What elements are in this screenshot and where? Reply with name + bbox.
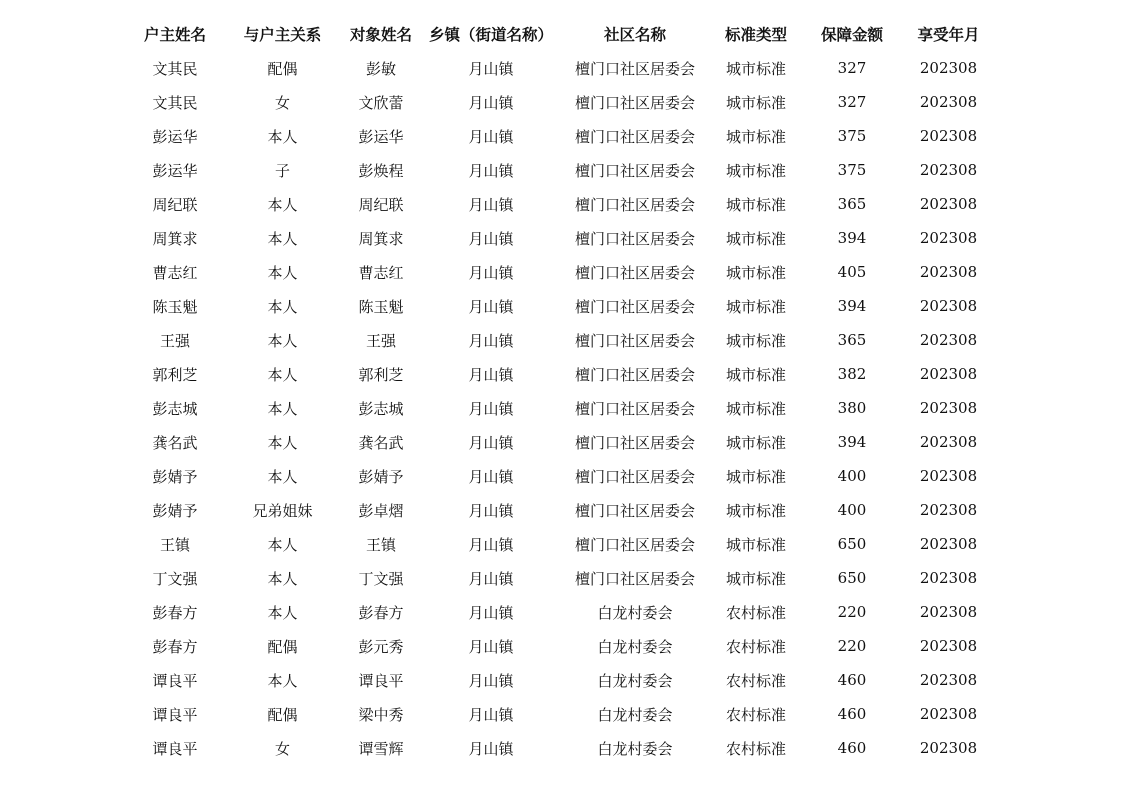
month-cell: 202308 <box>919 263 978 281</box>
header-community: 社区名称 <box>603 26 666 44</box>
amount-cell: 327 <box>837 59 867 77</box>
recipient-name-cell: 周纪联 <box>358 195 404 214</box>
relationship-cell: 本人 <box>267 433 298 452</box>
township-cell: 月山镇 <box>468 365 514 384</box>
standard-type-cell: 农村标准 <box>725 637 786 656</box>
community-cell: 檀门口社区居委会 <box>574 93 695 112</box>
standard-type-cell: 城市标准 <box>725 331 786 350</box>
table-row <box>130 221 1000 255</box>
header-recipient-name: 对象姓名 <box>349 26 412 44</box>
community-cell: 檀门口社区居委会 <box>574 535 695 554</box>
standard-type-cell: 城市标准 <box>725 229 786 248</box>
household-head-cell: 龚名武 <box>152 433 198 452</box>
household-head-cell: 王镇 <box>159 535 190 554</box>
standard-type-cell: 城市标准 <box>725 161 786 180</box>
subsidy-table <box>130 17 1000 765</box>
township-cell: 月山镇 <box>468 297 514 316</box>
amount-cell: 394 <box>837 297 867 315</box>
relationship-cell: 本人 <box>267 127 298 146</box>
community-cell: 檀门口社区居委会 <box>574 297 695 316</box>
relationship-cell: 本人 <box>267 569 298 588</box>
standard-type-cell: 城市标准 <box>725 569 786 588</box>
table-row <box>130 629 1000 663</box>
township-cell: 月山镇 <box>468 569 514 588</box>
township-cell: 月山镇 <box>468 705 514 724</box>
community-cell: 檀门口社区居委会 <box>574 433 695 452</box>
recipient-name-cell: 梁中秀 <box>358 705 404 724</box>
amount-cell: 400 <box>837 501 867 519</box>
relationship-cell: 本人 <box>267 535 298 554</box>
table-row <box>130 425 1000 459</box>
month-cell: 202308 <box>919 569 978 587</box>
month-cell: 202308 <box>919 195 978 213</box>
community-cell: 檀门口社区居委会 <box>574 161 695 180</box>
month-cell: 202308 <box>919 739 978 757</box>
recipient-name-cell: 文欣蕾 <box>358 93 404 112</box>
recipient-name-cell: 彭元秀 <box>358 637 404 656</box>
standard-type-cell: 城市标准 <box>725 93 786 112</box>
township-cell: 月山镇 <box>468 331 514 350</box>
recipient-name-cell: 曹志红 <box>358 263 404 282</box>
standard-type-cell: 农村标准 <box>725 671 786 690</box>
standard-type-cell: 城市标准 <box>725 263 786 282</box>
standard-type-cell: 农村标准 <box>725 705 786 724</box>
amount-cell: 400 <box>837 467 867 485</box>
month-cell: 202308 <box>919 501 978 519</box>
recipient-name-cell: 谭雪辉 <box>358 739 404 758</box>
header-relationship: 与户主关系 <box>243 26 322 44</box>
month-cell: 202308 <box>919 297 978 315</box>
table-row <box>130 595 1000 629</box>
table-row <box>130 527 1000 561</box>
standard-type-cell: 城市标准 <box>725 433 786 452</box>
community-cell: 檀门口社区居委会 <box>574 501 695 520</box>
month-cell: 202308 <box>919 637 978 655</box>
month-cell: 202308 <box>919 705 978 723</box>
amount-cell: 220 <box>837 637 867 655</box>
amount-cell: 650 <box>837 535 867 553</box>
relationship-cell: 本人 <box>267 263 298 282</box>
relationship-cell: 本人 <box>267 399 298 418</box>
relationship-cell: 配偶 <box>267 637 298 656</box>
recipient-name-cell: 谭良平 <box>358 671 404 690</box>
township-cell: 月山镇 <box>468 229 514 248</box>
table-row <box>130 153 1000 187</box>
amount-cell: 460 <box>837 671 867 689</box>
standard-type-cell: 城市标准 <box>725 59 786 78</box>
table-row <box>130 289 1000 323</box>
recipient-name-cell: 龚名武 <box>358 433 404 452</box>
month-cell: 202308 <box>919 603 978 621</box>
relationship-cell: 兄弟姐妹 <box>252 501 313 520</box>
community-cell: 檀门口社区居委会 <box>574 127 695 146</box>
household-head-cell: 彭春方 <box>152 637 198 656</box>
amount-cell: 327 <box>837 93 867 111</box>
township-cell: 月山镇 <box>468 93 514 112</box>
header-amount: 保障金额 <box>820 26 883 44</box>
month-cell: 202308 <box>919 535 978 553</box>
community-cell: 檀门口社区居委会 <box>574 331 695 350</box>
relationship-cell: 子 <box>274 161 290 180</box>
recipient-name-cell: 彭敏 <box>365 59 396 78</box>
amount-cell: 365 <box>837 195 867 213</box>
household-head-cell: 陈玉魁 <box>152 297 198 316</box>
amount-cell: 460 <box>837 739 867 757</box>
table-row <box>130 459 1000 493</box>
township-cell: 月山镇 <box>468 467 514 486</box>
month-cell: 202308 <box>919 93 978 111</box>
township-cell: 月山镇 <box>468 127 514 146</box>
table-row <box>130 357 1000 391</box>
relationship-cell: 女 <box>274 93 290 112</box>
table-body <box>130 51 1000 765</box>
table-row <box>130 119 1000 153</box>
relationship-cell: 本人 <box>267 671 298 690</box>
community-cell: 檀门口社区居委会 <box>574 365 695 384</box>
standard-type-cell: 城市标准 <box>725 399 786 418</box>
recipient-name-cell: 王强 <box>365 331 396 350</box>
table-header-row <box>130 17 1000 51</box>
community-cell: 檀门口社区居委会 <box>574 263 695 282</box>
amount-cell: 375 <box>837 127 867 145</box>
relationship-cell: 配偶 <box>267 59 298 78</box>
table-row <box>130 697 1000 731</box>
standard-type-cell: 农村标准 <box>725 739 786 758</box>
month-cell: 202308 <box>919 365 978 383</box>
recipient-name-cell: 彭运华 <box>358 127 404 146</box>
amount-cell: 375 <box>837 161 867 179</box>
standard-type-cell: 城市标准 <box>725 297 786 316</box>
amount-cell: 394 <box>837 433 867 451</box>
document-page <box>0 17 1122 765</box>
table-row <box>130 323 1000 357</box>
header-standard-type: 标准类型 <box>724 26 787 44</box>
header-township: 乡镇（街道名称） <box>428 26 553 44</box>
relationship-cell: 配偶 <box>267 705 298 724</box>
relationship-cell: 本人 <box>267 195 298 214</box>
community-cell: 白龙村委会 <box>597 705 673 724</box>
township-cell: 月山镇 <box>468 59 514 78</box>
amount-cell: 382 <box>837 365 867 383</box>
table-row <box>130 493 1000 527</box>
recipient-name-cell: 彭志城 <box>358 399 404 418</box>
relationship-cell: 女 <box>274 739 290 758</box>
standard-type-cell: 城市标准 <box>725 365 786 384</box>
household-head-cell: 彭春方 <box>152 603 198 622</box>
recipient-name-cell: 郭利芝 <box>358 365 404 384</box>
relationship-cell: 本人 <box>267 365 298 384</box>
household-head-cell: 郭利芝 <box>152 365 198 384</box>
table-row <box>130 663 1000 697</box>
community-cell: 檀门口社区居委会 <box>574 399 695 418</box>
township-cell: 月山镇 <box>468 501 514 520</box>
month-cell: 202308 <box>919 671 978 689</box>
community-cell: 檀门口社区居委会 <box>574 467 695 486</box>
relationship-cell: 本人 <box>267 229 298 248</box>
community-cell: 白龙村委会 <box>597 671 673 690</box>
amount-cell: 380 <box>837 399 867 417</box>
table-row <box>130 561 1000 595</box>
table-row <box>130 391 1000 425</box>
recipient-name-cell: 王镇 <box>365 535 396 554</box>
amount-cell: 394 <box>837 229 867 247</box>
household-head-cell: 彭运华 <box>152 161 198 180</box>
township-cell: 月山镇 <box>468 535 514 554</box>
month-cell: 202308 <box>919 467 978 485</box>
relationship-cell: 本人 <box>267 297 298 316</box>
table-row <box>130 255 1000 289</box>
month-cell: 202308 <box>919 161 978 179</box>
township-cell: 月山镇 <box>468 399 514 418</box>
community-cell: 白龙村委会 <box>597 637 673 656</box>
household-head-cell: 曹志红 <box>152 263 198 282</box>
month-cell: 202308 <box>919 433 978 451</box>
table-row <box>130 51 1000 85</box>
household-head-cell: 丁文强 <box>152 569 198 588</box>
community-cell: 白龙村委会 <box>597 603 673 622</box>
standard-type-cell: 城市标准 <box>725 195 786 214</box>
amount-cell: 405 <box>837 263 867 281</box>
standard-type-cell: 城市标准 <box>725 501 786 520</box>
recipient-name-cell: 彭春方 <box>358 603 404 622</box>
standard-type-cell: 农村标准 <box>725 603 786 622</box>
month-cell: 202308 <box>919 59 978 77</box>
household-head-cell: 文其民 <box>152 93 198 112</box>
table-row <box>130 731 1000 765</box>
household-head-cell: 谭良平 <box>152 671 198 690</box>
month-cell: 202308 <box>919 331 978 349</box>
header-month: 享受年月 <box>917 26 980 44</box>
relationship-cell: 本人 <box>267 603 298 622</box>
amount-cell: 365 <box>837 331 867 349</box>
month-cell: 202308 <box>919 399 978 417</box>
amount-cell: 220 <box>837 603 867 621</box>
township-cell: 月山镇 <box>468 195 514 214</box>
table-row <box>130 187 1000 221</box>
recipient-name-cell: 彭婧予 <box>358 467 404 486</box>
relationship-cell: 本人 <box>267 467 298 486</box>
amount-cell: 650 <box>837 569 867 587</box>
standard-type-cell: 城市标准 <box>725 467 786 486</box>
township-cell: 月山镇 <box>468 603 514 622</box>
community-cell: 白龙村委会 <box>597 739 673 758</box>
community-cell: 檀门口社区居委会 <box>574 569 695 588</box>
table-row <box>130 85 1000 119</box>
household-head-cell: 彭婧予 <box>152 501 198 520</box>
township-cell: 月山镇 <box>468 637 514 656</box>
community-cell: 檀门口社区居委会 <box>574 229 695 248</box>
recipient-name-cell: 彭焕程 <box>358 161 404 180</box>
household-head-cell: 彭运华 <box>152 127 198 146</box>
community-cell: 檀门口社区居委会 <box>574 59 695 78</box>
township-cell: 月山镇 <box>468 263 514 282</box>
recipient-name-cell: 陈玉魁 <box>358 297 404 316</box>
standard-type-cell: 城市标准 <box>725 535 786 554</box>
household-head-cell: 谭良平 <box>152 739 198 758</box>
standard-type-cell: 城市标准 <box>725 127 786 146</box>
household-head-cell: 王强 <box>159 331 190 350</box>
household-head-cell: 彭婧予 <box>152 467 198 486</box>
household-head-cell: 彭志城 <box>152 399 198 418</box>
household-head-cell: 周箕求 <box>152 229 198 248</box>
household-head-cell: 谭良平 <box>152 705 198 724</box>
community-cell: 檀门口社区居委会 <box>574 195 695 214</box>
amount-cell: 460 <box>837 705 867 723</box>
household-head-cell: 周纪联 <box>152 195 198 214</box>
month-cell: 202308 <box>919 229 978 247</box>
header-household-head: 户主姓名 <box>143 26 206 44</box>
recipient-name-cell: 丁文强 <box>358 569 404 588</box>
household-head-cell: 文其民 <box>152 59 198 78</box>
relationship-cell: 本人 <box>267 331 298 350</box>
township-cell: 月山镇 <box>468 161 514 180</box>
township-cell: 月山镇 <box>468 671 514 690</box>
recipient-name-cell: 周箕求 <box>358 229 404 248</box>
recipient-name-cell: 彭卓熠 <box>358 501 404 520</box>
township-cell: 月山镇 <box>468 433 514 452</box>
township-cell: 月山镇 <box>468 739 514 758</box>
month-cell: 202308 <box>919 127 978 145</box>
